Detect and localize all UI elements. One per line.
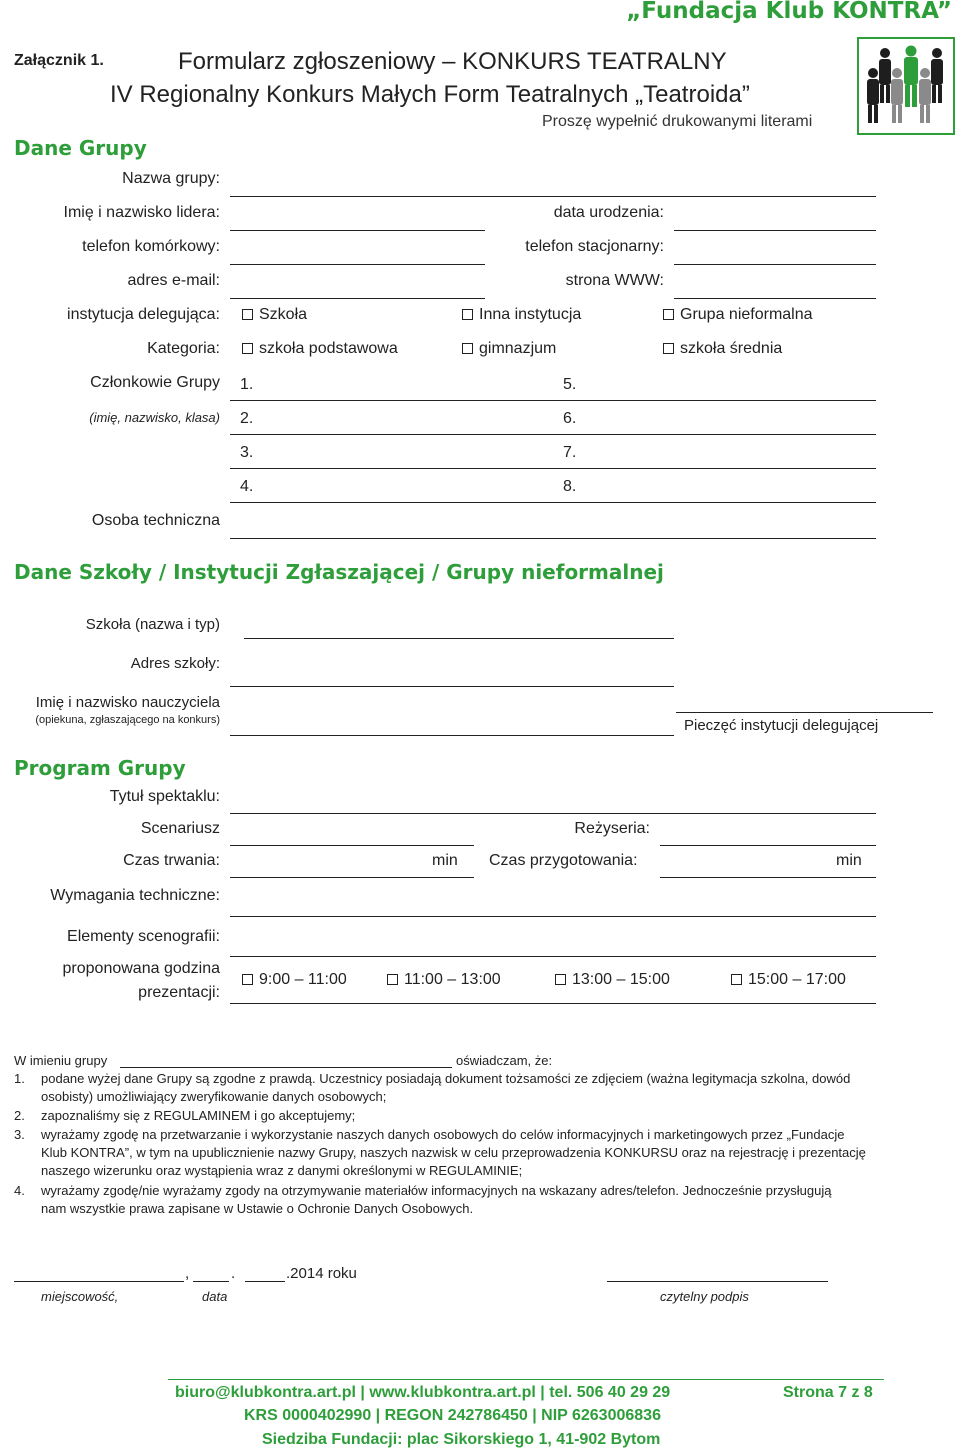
stamp-label: Pieczęć instytucji delegującej [684,717,879,734]
declaration-number: 1. [14,1071,25,1086]
tech-person-label: Osoba techniczna [91,512,220,529]
school-address-field[interactable] [230,686,674,687]
group-section-heading: Dane Grupy [14,136,147,160]
member-row-field[interactable] [230,502,876,503]
foundation-name: „Fundacja Klub KONTRA” [626,0,952,24]
declaration-text: zapoznaliśmy się z REGULAMINEM i go akceptujemy; [41,1108,356,1123]
declaration-text: Klub KONTRA”, w tym na upublicznienie nazwy Grupy, naszych nazwisk w celu przeprowadzenia KONKURSU oraz na rejestrację i prezentację [41,1145,866,1160]
tech-req-field[interactable] [230,916,876,917]
declaration-text: osobisty) umożliwiający zweryfikowanie danych osobowych; [41,1089,387,1104]
mobile-field[interactable] [230,264,485,265]
declaration-text: wyrażamy zgodę/nie wyrażamy zgody na otrzymywanie materiałów informacyjnych na wskazany adres/telefon. Jednocześnie przysługują [41,1183,832,1198]
declaration-number: 2. [14,1108,25,1123]
year-text: .2014 roku [286,1265,357,1282]
footer-registry: KRS 0000402990 | REGON 242786450 | NIP 6263006836 [244,1407,661,1424]
place-field[interactable] [14,1281,184,1282]
screenwriter-label: Scenariusz [140,820,220,837]
category-option-middle[interactable]: gimnazjum [462,340,556,358]
duration-label: Czas trwania: [123,852,220,869]
declaration-number: 4. [14,1183,25,1198]
member-number: 6. [563,410,577,427]
month-field[interactable] [245,1281,285,1282]
category-option-high[interactable]: szkoła średnia [663,340,782,358]
teacher-label: Imię i nazwisko nauczyciela [35,694,220,711]
tech-person-field[interactable] [230,538,876,539]
form-title: Formularz zgłoszeniowy – KONKURS TEATRALNY [178,48,727,75]
date-separator: , [185,1265,190,1282]
email-label: adres e-mail: [127,272,220,289]
hour-option-4[interactable]: 15:00 – 17:00 [731,971,846,989]
prep-field[interactable] [660,877,876,878]
checkbox-icon[interactable] [731,974,742,985]
play-title-label: Tytuł spektaklu: [109,788,220,805]
teacher-hint: (opiekuna, zgłaszającego na konkurs) [35,714,220,726]
leader-field[interactable] [230,230,485,231]
member-row-field[interactable] [230,434,876,435]
declaration-text: podane wyżej dane Grupy są zgodne z prawdą. Uczestnicy posiadają dokument tożsamości ze zdjęciem (ważna legitymacja szkolna, dowód [41,1071,851,1086]
declaration-intro-a: W imieniu grupy [14,1053,108,1068]
checkbox-icon[interactable] [462,309,473,320]
member-number: 4. [240,478,254,495]
director-field[interactable] [660,845,876,846]
foundation-logo [857,37,955,135]
category-option-primary[interactable]: szkoła podstawowa [242,340,398,358]
hour-option-3[interactable]: 13:00 – 15:00 [555,971,670,989]
checkbox-icon[interactable] [663,309,674,320]
members-hint: (imię, nazwisko, klasa) [89,410,220,425]
attachment-label: Załącznik 1. [14,52,104,69]
signature-field[interactable] [607,1281,828,1282]
hour-field-line [230,1003,876,1004]
declaration-text: naszego wizerunku oraz wystąpienia wraz z danymi określonymi w REGULAMINIE; [41,1163,523,1178]
landline-label: telefon stacjonarny: [525,238,664,255]
institution-option-informal[interactable]: Grupa nieformalna [663,306,813,324]
declaration-text: wyrażamy zgodę na przetwarzanie i wykorzystanie naszych danych osobowych do celów informacyjnych i marketingowych przez „Fundacje [41,1127,845,1142]
prep-label: Czas przygotowania: [489,852,638,869]
school-section-heading: Dane Szkoły / Instytucji Zgłaszającej / Grupy nieformalnej [14,560,664,584]
hour-option-1[interactable]: 9:00 – 11:00 [242,971,347,989]
birth-label: data urodzenia: [553,204,664,221]
place-caption: miejscowość, [41,1289,119,1304]
teacher-field[interactable] [230,735,674,736]
director-label: Reżyseria: [574,820,650,837]
footer-address: Siedziba Fundacji: plac Sikorskiego 1, 41-902 Bytom [262,1431,661,1448]
play-title-field[interactable] [230,813,876,814]
date-caption: data [202,1289,228,1304]
declaration-text: nam wszystkie prawa zapisane w Ustawie o Ochronie Danych Osobowych. [41,1201,474,1216]
institution-label: instytucja delegująca: [67,306,220,323]
checkbox-icon[interactable] [242,309,253,320]
duration-unit: min [432,852,458,869]
scenery-label: Elementy scenografii: [67,928,220,945]
day-field[interactable] [193,1281,229,1282]
scenery-field[interactable] [230,956,876,957]
hour-option-2[interactable]: 11:00 – 13:00 [387,971,501,989]
footer-page-number: Strona 7 z 8 [783,1384,873,1401]
checkbox-icon[interactable] [242,974,253,985]
tech-req-label: Wymagania techniczne: [50,887,220,904]
www-field[interactable] [674,298,876,299]
checkbox-icon[interactable] [387,974,398,985]
checkbox-icon[interactable] [242,343,253,354]
fill-note: Proszę wypełnić drukowanymi literami [542,113,813,130]
signature-caption: czytelny podpis [660,1289,749,1304]
screenwriter-field[interactable] [230,845,474,846]
footer-divider [168,1379,884,1380]
landline-field[interactable] [674,264,876,265]
member-number: 5. [563,376,577,393]
member-row-field[interactable] [230,400,876,401]
group-name-label: Nazwa grupy: [122,170,220,187]
school-name-label: Szkoła (nazwa i typ) [85,616,220,633]
member-number: 3. [240,444,254,461]
hour-label-line1: proponowana godzina [62,960,220,977]
www-label: strona WWW: [565,272,664,289]
hour-label-line2: prezentacji: [138,984,220,1001]
member-number: 2. [240,410,254,427]
member-row-field[interactable] [230,468,876,469]
institution-option-other[interactable]: Inna instytucja [462,306,581,324]
member-number: 1. [240,376,254,393]
birth-field[interactable] [674,230,876,231]
leader-label: Imię i nazwisko lidera: [63,204,220,221]
form-subtitle: IV Regionalny Konkurs Małych Form Teatralnych „Teatroida” [110,81,750,108]
category-label: Kategoria: [147,340,220,357]
members-label: Członkowie Grupy [90,374,220,391]
footer-contact: biuro@klubkontra.art.pl | www.klubkontra.art.pl | tel. 506 40 29 29 [175,1384,671,1401]
checkbox-icon[interactable] [663,343,674,354]
group-name-declaration-field[interactable] [120,1067,452,1068]
checkbox-icon[interactable] [555,974,566,985]
duration-field[interactable] [230,877,474,878]
school-name-field[interactable] [244,638,674,639]
institution-option-school[interactable]: Szkoła [242,306,307,324]
mobile-label: telefon komórkowy: [82,238,220,255]
member-number: 7. [563,444,577,461]
school-address-label: Adres szkoły: [130,655,220,672]
email-field[interactable] [230,298,485,299]
member-number: 8. [563,478,577,495]
group-name-field[interactable] [230,196,876,197]
declaration-intro-b: oświadczam, że: [456,1053,553,1068]
prep-unit: min [836,852,862,869]
date-separator: . [231,1265,236,1282]
program-section-heading: Program Grupy [14,756,186,780]
checkbox-icon[interactable] [462,343,473,354]
stamp-line [676,712,933,713]
declaration-number: 3. [14,1127,25,1142]
